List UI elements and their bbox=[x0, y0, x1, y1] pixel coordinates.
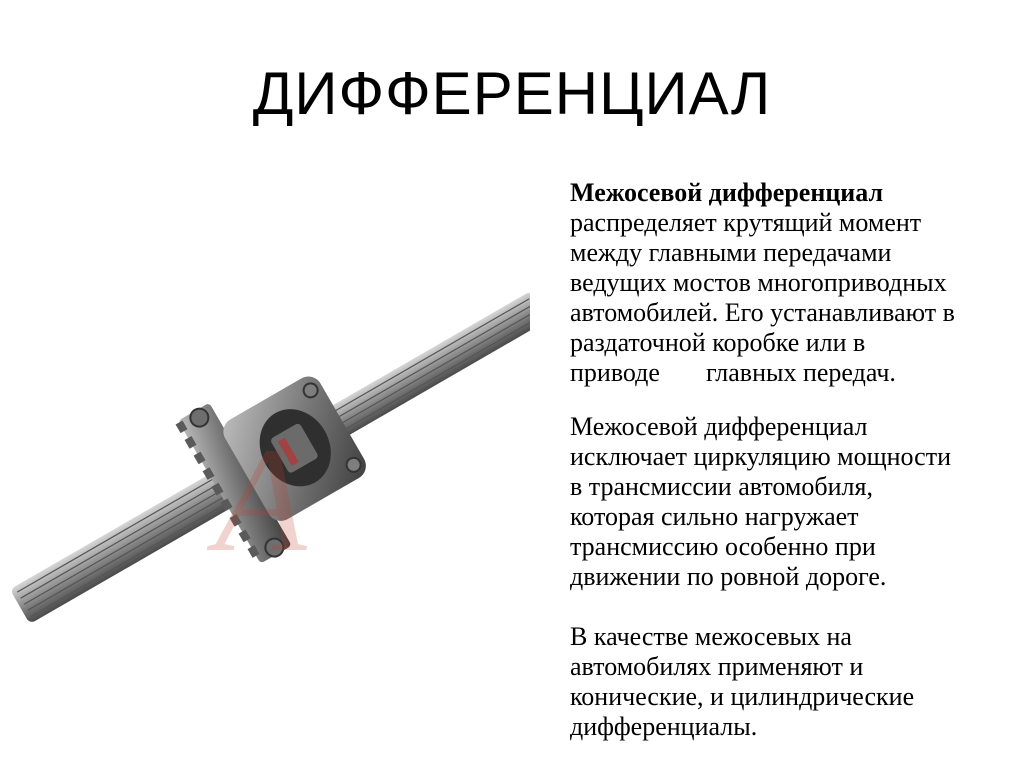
paragraph-3 bbox=[570, 622, 1010, 742]
p1-line-3: ведущих мостов многоприводных bbox=[570, 268, 947, 297]
p2-line-3: в трансмиссии автомобиля, bbox=[570, 472, 873, 501]
p1-line-5: раздаточной коробке или в bbox=[570, 328, 866, 357]
p1-line-6b: главных передач. bbox=[705, 358, 896, 387]
p1-line-4: автомобилей. Его устанавливают в bbox=[570, 298, 955, 327]
p3-line-2: автомобилях применяют и bbox=[570, 652, 864, 681]
p2-line-1: Межосевой дифференциал bbox=[570, 412, 868, 441]
p2-line-6: движении по ровной дороге. bbox=[570, 562, 887, 591]
paragraph-1 bbox=[570, 178, 1010, 388]
p2-line-5: трансмиссию особенно при bbox=[570, 532, 876, 561]
slide-title: ДИФФЕРЕНЦИАЛ bbox=[252, 60, 772, 127]
p2-line-2: исключает циркуляцию мощности bbox=[570, 442, 951, 471]
p1-line-2: между главными передачами bbox=[570, 238, 892, 267]
p3-line-4: дифференциалы. bbox=[570, 712, 758, 741]
p1-line-1: распределяет крутящий момент bbox=[570, 208, 922, 237]
p2-line-4: которая сильно нагружает bbox=[570, 502, 859, 531]
term-bold: Межосевой дифференциал bbox=[570, 178, 884, 207]
p3-line-3: конические, и цилиндрические bbox=[570, 682, 915, 711]
p1-line-6a: приводе bbox=[570, 358, 660, 387]
p3-line-1: В качестве межосевых на bbox=[570, 622, 852, 651]
paragraph-2 bbox=[570, 412, 1010, 592]
differential-shaft-icon bbox=[10, 270, 530, 650]
svg-text:A: A bbox=[215, 417, 307, 583]
